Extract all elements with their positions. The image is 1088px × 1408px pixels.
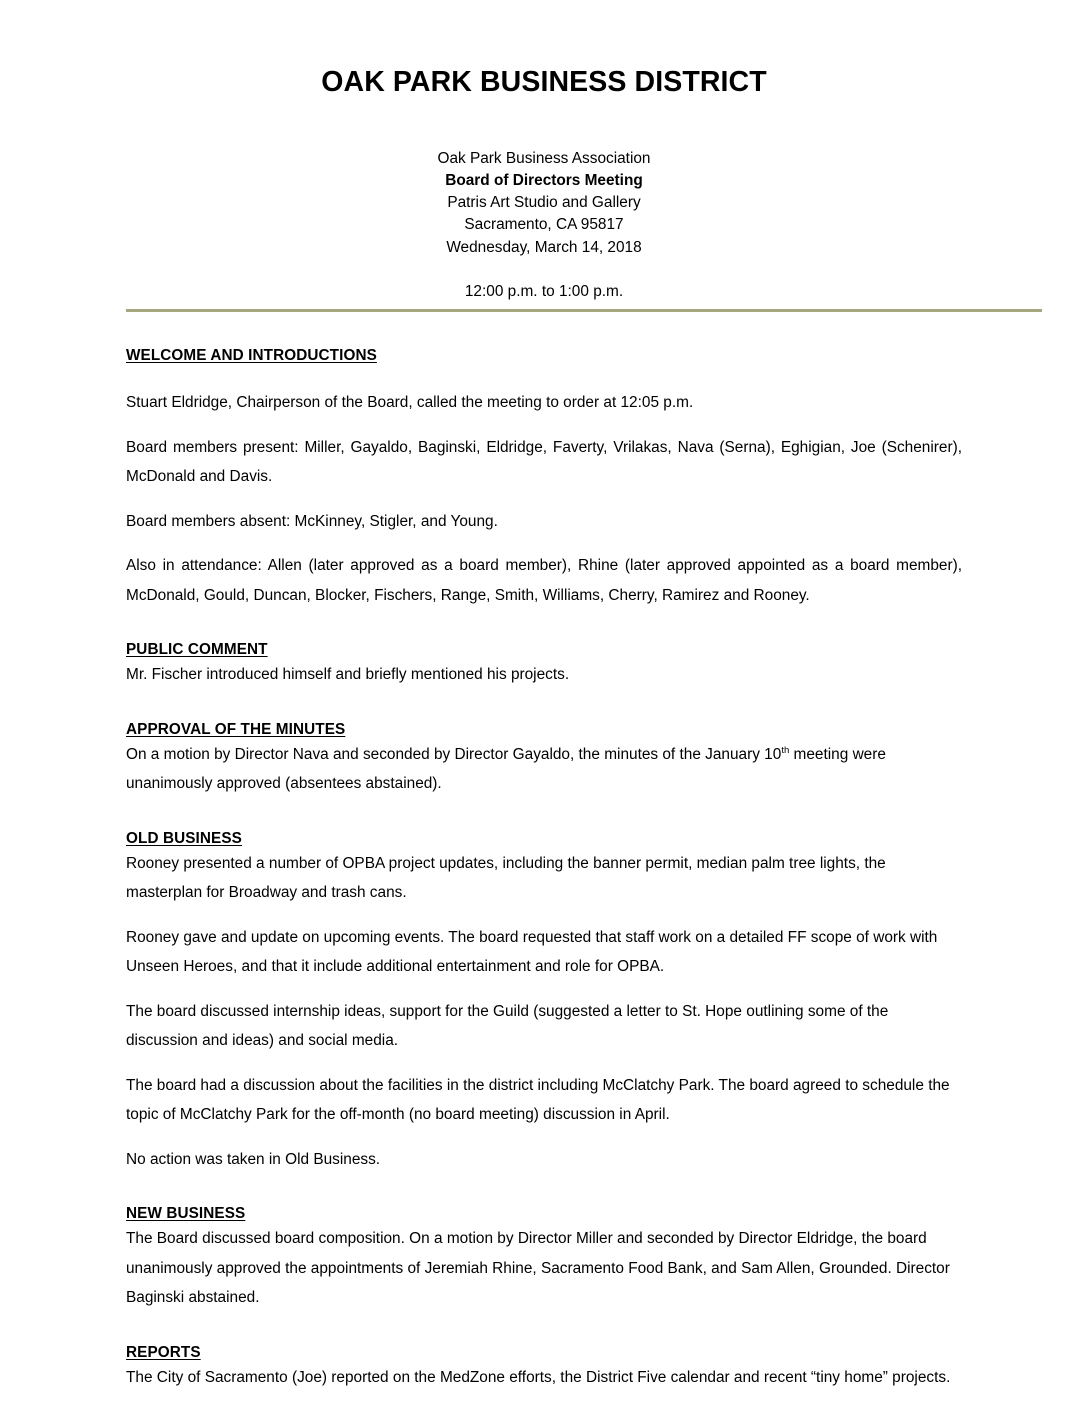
section-heading-new-business: NEW BUSINESS	[126, 1205, 246, 1222]
old-business-paragraph-1: Rooney presented a number of OPBA project updates, including the banner permit, median palm tree lights, the masterplan for Broadway and trash cans.	[126, 854, 886, 901]
new-business-paragraph-1: The Board discussed board composition. On a motion by Director Miller and seconded by Director Eldridge, the board unanimously approved the appointments of Jeremiah Rhine, Sacramento Food Bank, and Sam Allen, Grounded. Director Baginski abstained.	[126, 1230, 950, 1306]
section-heading-reports: REPORTS	[126, 1343, 201, 1361]
approval-of-minutes-paragraph-1	[126, 740, 962, 799]
reports-paragraph-1: The City of Sacramento (Joe) reported on the MedZone efforts, the District Five calendar and recent “tiny home” projects.	[126, 1368, 951, 1386]
old-business-paragraph-2: Rooney gave and update on upcoming events. The board requested that staff work on a detailed FF scope of work with Unseen Heroes, and that it include additional entertainment and role for OPBA.	[126, 928, 938, 975]
welcome-paragraph-2: Board members present: Miller, Gayaldo, Baginski, Eldridge, Faverty, Vrilakas, Nava (Serna), Eghigian, Joe (Schenirer), McDonald and Davis.	[126, 438, 962, 485]
welcome-paragraph-1: Stuart Eldridge, Chairperson of the Board, called the meeting to order at 12:05 p.m.	[126, 394, 694, 411]
meeting-type: Board of Directors Meeting	[445, 171, 643, 189]
approval-text-after: meeting were unanimously approved (absentees abstained).	[126, 745, 886, 792]
section-heading-public-comment: PUBLIC COMMENT	[126, 641, 268, 658]
organization-name: Oak Park Business Association	[437, 149, 651, 167]
welcome-paragraph-4: Also in attendance: Allen (later approved as a board member), Rhine (later approved appointed as a board member), McDonald, Gould, Duncan, Blocker, Fischers, Range, Smith, Williams, Cherry, Ramirez and Rooney.	[126, 557, 962, 604]
section-heading-approval-of-minutes: APPROVAL OF THE MINUTES	[126, 720, 346, 738]
city-state-zip: Sacramento, CA 95817	[464, 216, 624, 234]
old-business-paragraph-4: The board had a discussion about the facilities in the district including McClatchy Park. The board agreed to schedule the topic of McClatchy Park for the off-month (no board meeting) discussion in April.	[126, 1076, 950, 1123]
old-business-paragraph-5: No action was taken in Old Business.	[126, 1150, 381, 1168]
section-welcome-and-introductions	[126, 345, 962, 610]
header-divider-rule	[126, 309, 1042, 312]
document-body	[126, 345, 962, 1392]
old-business-paragraph-3: The board discussed internship ideas, support for the Guild (suggested a letter to St. Hope outlining some of the discussion and ideas) and social media.	[126, 1002, 889, 1049]
meeting-time: 12:00 p.m. to 1:00 p.m.	[464, 282, 624, 300]
page-title: OAK PARK BUSINESS DISTRICT	[321, 66, 767, 98]
welcome-paragraph-3: Board members absent: McKinney, Stigler, and Young.	[126, 512, 498, 530]
section-heading-old-business: OLD BUSINESS	[126, 829, 242, 847]
venue-name: Patris Art Studio and Gallery	[447, 194, 641, 212]
public-comment-paragraph-1: Mr. Fischer introduced himself and briefly mentioned his projects.	[126, 666, 570, 683]
section-approval-of-minutes	[126, 719, 962, 799]
ordinal-suffix: th	[781, 744, 790, 756]
section-public-comment	[126, 639, 962, 690]
section-old-business	[126, 828, 962, 1175]
section-new-business	[126, 1203, 962, 1313]
approval-text-before: On a motion by Director Nava and seconded by Director Gayaldo, the minutes of the January 10	[126, 745, 782, 763]
meeting-header-block	[0, 99, 1088, 259]
section-reports	[126, 1342, 962, 1393]
section-heading-welcome: WELCOME AND INTRODUCTIONS	[126, 347, 377, 364]
meeting-date: Wednesday, March 14, 2018	[446, 238, 642, 256]
